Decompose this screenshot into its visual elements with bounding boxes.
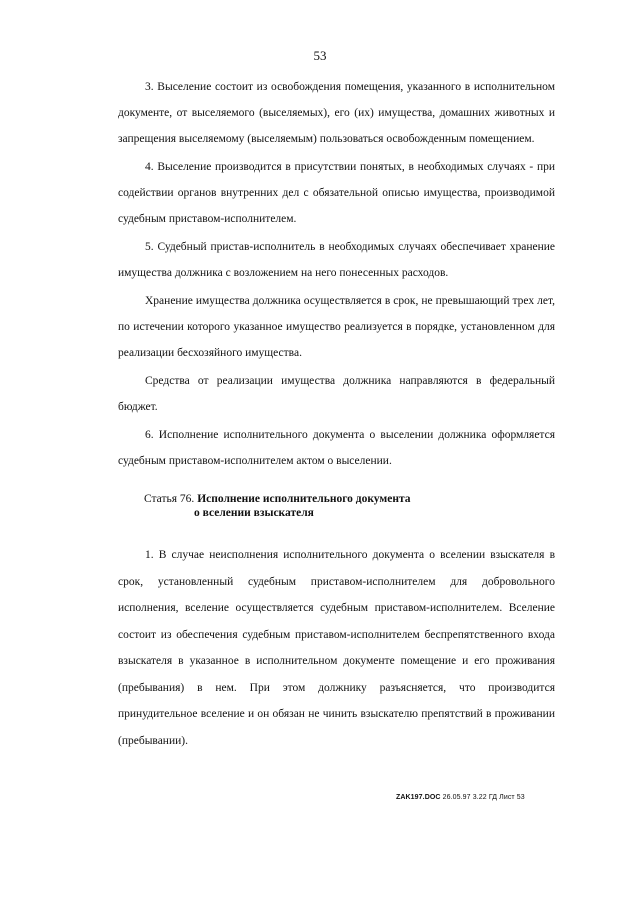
- footer-initials: ГД: [488, 794, 498, 801]
- paragraph-4: 4. Выселение производится в присутствии понятых, в необходимых случаях - при содействии органов внутренних дел с обязательной описью имущества, производимой судебным приставом-исполнителем.: [118, 161, 555, 225]
- footer-sheet: Лист 53: [499, 794, 525, 801]
- article-paragraph-1: 1. В случае неисполнения исполнительного документа о вселении взыскателя в срок, установленный судебным приставом-исполнителем для добровольного исполнения, вселение осуществляется судебным приставом-исполнителем. Вселение состоит из обеспечения судебным приставом-исполнителем беспрепятственного входа взыскателя в указанное в исполнительном документе помещение и его проживания (пребывания) в нем. При этом должнику разъясняется, что производится принудительное вселение и он обязан не чинить взыскателю препятствий в проживании (пребывании).: [118, 549, 555, 747]
- footer-time: 3.22: [472, 794, 487, 801]
- document-footer: [396, 794, 525, 801]
- paragraph-storage: Хранение имущества должника осуществляется в срок, не превышающий трех лет, по истечении которого указанное имущество реализуется в порядке, установленном для реализации бесхозяйного имущества.: [118, 295, 555, 359]
- article-heading: [144, 492, 555, 520]
- paragraph-5: 5. Судебный пристав-исполнитель в необходимых случаях обеспечивает хранение имущества должника с возложением на него понесенных расходов.: [118, 241, 555, 279]
- article-title-line2: о вселении взыскателя: [194, 507, 314, 519]
- footer-date: 26.05.97: [442, 794, 471, 801]
- page-number: 53: [313, 48, 327, 63]
- paragraph-3: 3. Выселение состоит из освобождения помещения, указанного в исполнительном документе, от выселяемого (выселяемых), его (их) имущества, домашних животных и запрещения выселяемому (выселяемым) пользоваться освобожденным помещением.: [118, 81, 555, 145]
- document-body: [118, 74, 555, 754]
- paragraph-6: 6. Исполнение исполнительного документа о выселении должника оформляется судебным приставом-исполнителем актом о выселении.: [118, 429, 555, 467]
- article-label: Статья 76.: [144, 493, 195, 505]
- footer-file-code: ZAK197.DOC: [396, 794, 441, 801]
- article-title-line1: Исполнение исполнительного документа: [197, 493, 411, 505]
- paragraph-funds: Средства от реализации имущества должника направляются в федеральный бюджет.: [118, 375, 555, 413]
